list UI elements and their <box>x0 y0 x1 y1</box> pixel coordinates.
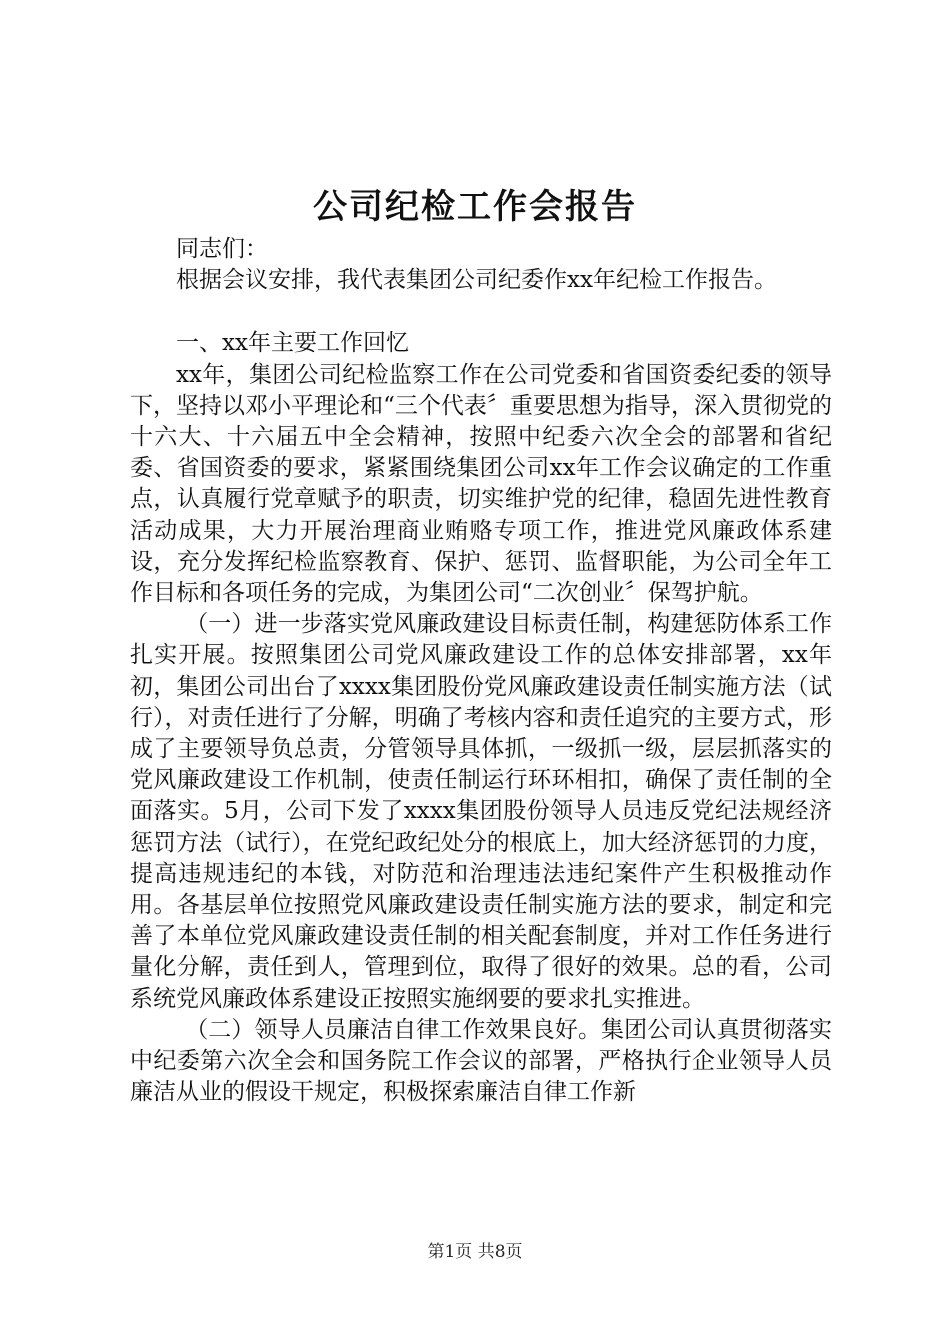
greeting: 同志们： <box>176 236 268 262</box>
body-paragraph-1: xx年，集团公司纪检监察工作在公司党委和省国资委纪委的领导下，坚持以邓小平理论和“三个代表〞重要思想为指导，深入贯彻党的十六大、十六届五中全会精神，按照中纪委六次全会的部署和省纪委、省国资委的要求，紧紧围绕集团公司xx年工作会议确定的工作重点，认真履行党章赋予的职责，切实维护党的纪律，稳固先进性教育活动成果，大力开展治理商业贿赂专项工作，推进党风廉政体系建设，充分发挥纪检监察教育、保护、惩罚、监督职能，为公司全年工作目标和各项任务的完成，为集团公司“二次创业〞保驾护航。 <box>130 361 832 607</box>
body-paragraph-3: （二）领导人员廉洁自律工作效果良好。集团公司认真贯彻落实中纪委第六次全会和国务院工作会议的部署，严格执行企业领导人员廉洁从业的假设干规定，积极探索廉洁自律工作新 <box>130 1016 832 1106</box>
intro-paragraph: 根据会议安排，我代表集团公司纪委作xx年纪检工作报告。 <box>176 267 777 294</box>
document-body <box>130 234 832 1108</box>
page-footer: 第1页 共8页 <box>427 1242 523 1262</box>
section-heading: 一、xx年主要工作回忆 <box>176 330 409 357</box>
document-title: 公司纪检工作会报告 <box>313 187 637 227</box>
paragraph-gap <box>130 296 832 328</box>
body-paragraph-2: （一）进一步落实党风廉政建设目标责任制，构建惩防体系工作扎实开展。按照集团公司党风廉政建设工作的总体安排部署，xx年初，集团公司出台了xxxx集团股份党风廉政建设责任制实施方法（试行），对责任进行了分解，明确了考核内容和责任追究的主要方式，形成了主要领导负总责，分管领导具体抓，一级抓一级，层层抓落实的党风廉政建设工作机制，使责任制运行环环相扣，确保了责任制的全面落实。5月，公司下发了xxxx集团股份领导人员违反党纪法规经济惩罚方法（试行），在党纪政纪处分的根底上，加大经济惩罚的力度，提高违规违纪的本钱，对防范和治理违法违纪案件产生积极推动作用。各基层单位按照党风廉政建设责任制实施方法的要求，制定和完善了本单位党风廉政建设责任制的相关配套制度，并对工作任务进行量化分解，责任到人，管理到位，取得了很好的效果。总的看，公司系统党风廉政体系建设正按照实施纲要的要求扎实推进。 <box>130 611 832 1012</box>
